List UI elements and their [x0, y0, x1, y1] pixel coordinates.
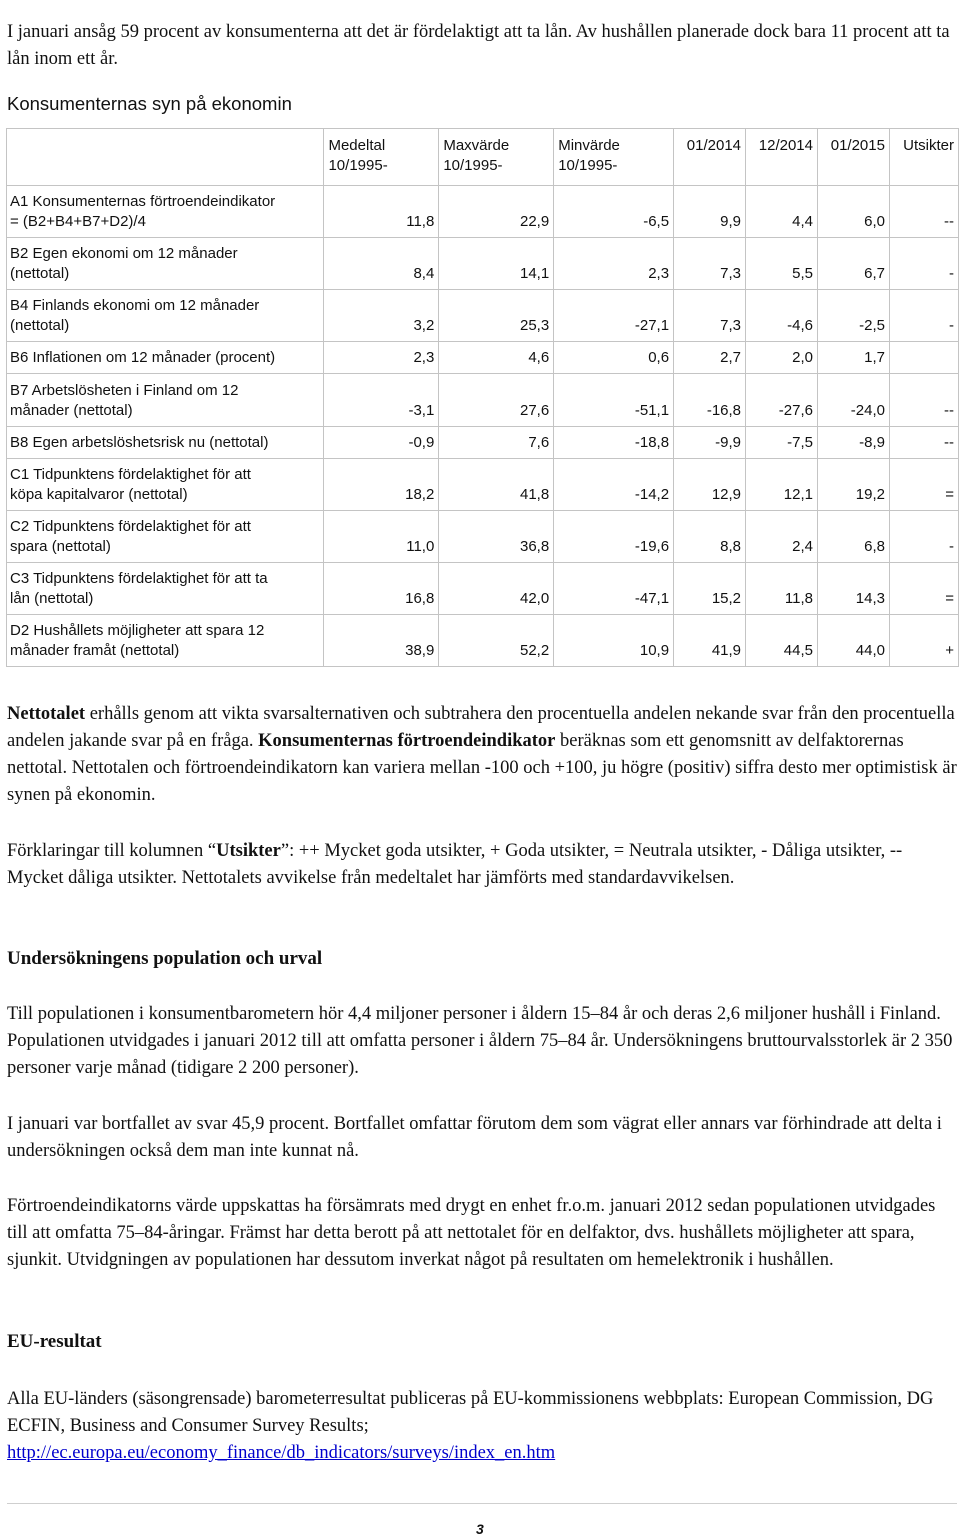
header-max-line2: 10/1995- [443, 157, 503, 174]
row-label-line1: B4 Finlands ekonomi om 12 månader [10, 297, 260, 314]
header-min [554, 129, 674, 186]
explanation-paragraph [7, 701, 957, 809]
cell-period-1: 12,9 [674, 459, 746, 511]
cell-max: 36,8 [439, 511, 554, 563]
table-row [7, 290, 959, 342]
cell-period-3: -8,9 [818, 427, 890, 459]
cell-max: 42,0 [439, 563, 554, 615]
cell-period-3: 6,7 [818, 238, 890, 290]
cell-max: 52,2 [439, 615, 554, 667]
cell-min: -47,1 [554, 563, 674, 615]
row-label-line1: C1 Tidpunktens fördelaktighet för att [10, 466, 251, 483]
row-label [7, 459, 324, 511]
cell-outlook: + [889, 615, 958, 667]
term-confidence-indicator: Konsumenternas förtroendeindikator [258, 731, 556, 751]
cell-mean: -0,9 [324, 427, 439, 459]
cell-outlook: - [889, 238, 958, 290]
row-label-line2: lån (nettotal) [10, 590, 94, 607]
table-row [7, 427, 959, 459]
cell-min: -14,2 [554, 459, 674, 511]
footer-divider [7, 1503, 957, 1504]
cell-period-1: 7,3 [674, 238, 746, 290]
cell-min: -27,1 [554, 290, 674, 342]
cell-period-3: 6,8 [818, 511, 890, 563]
cell-outlook: - [889, 511, 958, 563]
cell-period-2: 4,4 [746, 186, 818, 238]
cell-mean: 2,3 [324, 342, 439, 374]
table-row [7, 459, 959, 511]
outlook-note-pre: Förklaringar till kolumnen “ [7, 841, 217, 861]
row-label-line2: månader framåt (nettotal) [10, 642, 180, 659]
cell-period-3: 19,2 [818, 459, 890, 511]
header-mean-line1: Medeltal [328, 137, 386, 154]
table-row [7, 238, 959, 290]
cell-period-2: 44,5 [746, 615, 818, 667]
term-nettotalet: Nettotalet [7, 704, 86, 724]
header-period-2: 12/2014 [746, 129, 818, 186]
row-label [7, 238, 324, 290]
page-number: 3 [476, 1521, 484, 1537]
explanation-text-1: erhålls genom att vikta svarsalternativen och subtrahera den procentuella andelen nekande svar från den procentuella andelen jakande svar på en fråga. [7, 704, 955, 751]
cell-min: -6,5 [554, 186, 674, 238]
table-row [7, 563, 959, 615]
header-outlook: Utsikter [889, 129, 958, 186]
cell-max: 4,6 [439, 342, 554, 374]
row-label [7, 342, 324, 374]
cell-mean: 8,4 [324, 238, 439, 290]
row-label [7, 563, 324, 615]
population-heading: Undersökningens population och urval [7, 948, 323, 969]
row-label-line2: månader (nettotal) [10, 402, 133, 419]
row-label-line1: A1 Konsumenternas förtroendeindikator [10, 193, 276, 210]
cell-outlook: -- [889, 427, 958, 459]
eu-paragraph [7, 1386, 957, 1467]
row-label-line2: = (B2+B4+B7+D2)/4 [10, 213, 146, 230]
header-mean [324, 129, 439, 186]
row-label-line1: C3 Tidpunktens fördelaktighet för att ta [10, 570, 268, 587]
outlook-note-post: ”: ++ Mycket goda utsikter, + Goda utsikter, = Neutrala utsikter, - Dåliga utsikter, -- Mycket dåliga utsikter. Nettotalets avvikelse från medeltalet har jämförts med standardavvikelsen. [7, 841, 903, 888]
header-max [439, 129, 554, 186]
header-period-3: 01/2015 [818, 129, 890, 186]
table-row [7, 615, 959, 667]
cell-period-3: -24,0 [818, 374, 890, 427]
cell-min: -19,6 [554, 511, 674, 563]
cell-outlook [889, 342, 958, 374]
cell-outlook: -- [889, 374, 958, 427]
population-paragraph-3: Förtroendeindikatorns värde uppskattas ha försämrats med drygt en enhet fr.o.m. januari 2012 sedan populationen utvidgades till att omfatta 75–84-åringar. Främst har detta berott på att nettotalet för en delfaktor, dvs. hushållets möjligheter att spara, sjunkit. Utvidgningen av populationen har dessutom inverkat något på resultaten om hemelektronik i hushållen. [7, 1196, 936, 1270]
cell-min: 2,3 [554, 238, 674, 290]
row-label-line2: spara (nettotal) [10, 538, 111, 555]
row-label-line1: C2 Tidpunktens fördelaktighet för att [10, 518, 251, 535]
header-period-1: 01/2014 [674, 129, 746, 186]
cell-max: 14,1 [439, 238, 554, 290]
cell-mean: 38,9 [324, 615, 439, 667]
cell-period-2: -27,6 [746, 374, 818, 427]
cell-period-2: 2,4 [746, 511, 818, 563]
cell-min: 10,9 [554, 615, 674, 667]
header-label [7, 129, 324, 186]
row-label [7, 374, 324, 427]
cell-max: 7,6 [439, 427, 554, 459]
row-label-line1: B6 Inflationen om 12 månader (procent) [10, 349, 276, 366]
cell-period-2: 5,5 [746, 238, 818, 290]
cell-period-3: 14,3 [818, 563, 890, 615]
cell-period-1: -9,9 [674, 427, 746, 459]
row-label [7, 186, 324, 238]
cell-mean: 16,8 [324, 563, 439, 615]
table-title: Konsumenternas syn på ekonomin [7, 93, 292, 114]
row-label [7, 615, 324, 667]
cell-mean: 11,8 [324, 186, 439, 238]
table-header-row [7, 129, 959, 186]
eu-text: Alla EU-länders (säsongrensade) barometerresultat publiceras på EU-kommissionens webbplats: European Commission, DG ECFIN, Business and Consumer Survey Results; [7, 1389, 934, 1436]
outlook-note-paragraph [7, 838, 957, 892]
explanation-text-2: beräknas som ett genomsnitt av delfaktorernas nettotal. Nettotalen och förtroendeindikatorn kan variera mellan -100 och +100, ju högre (positiv) siffra desto mer optimistisk är synen på ekonomin. [7, 731, 957, 805]
population-paragraph-1: Till populationen i konsumentbarometern hör 4,4 miljoner personer i åldern 15–84 år och deras 2,6 miljoner hushåll i Finland. Populationen utvidgades i januari 2012 till att omfatta personer i åldern 75–84 år. Undersökningens bruttourvalsstorlek är 2 350 personer varje månad (tidigare 2 200 personer). [7, 1004, 953, 1078]
row-label-line1: D2 Hushållets möjligheter att spara 12 [10, 622, 265, 639]
row-label-line2: köpa kapitalvaror (nettotal) [10, 486, 188, 503]
eu-heading: EU-resultat [7, 1331, 102, 1352]
row-label [7, 290, 324, 342]
cell-period-1: 7,3 [674, 290, 746, 342]
header-mean-line2: 10/1995- [328, 157, 388, 174]
cell-period-2: -7,5 [746, 427, 818, 459]
cell-mean: 3,2 [324, 290, 439, 342]
intro-paragraph: I januari ansåg 59 procent av konsumenterna att det är fördelaktigt att ta lån. Av hushållen planerade dock bara 11 procent att ta lån inom ett år. [7, 21, 950, 69]
table-row [7, 342, 959, 374]
row-label [7, 511, 324, 563]
header-min-line1: Minvärde [558, 137, 620, 154]
cell-mean: 18,2 [324, 459, 439, 511]
table-row [7, 511, 959, 563]
table-row [7, 374, 959, 427]
cell-mean: -3,1 [324, 374, 439, 427]
cell-period-2: 11,8 [746, 563, 818, 615]
cell-max: 41,8 [439, 459, 554, 511]
table-row [7, 186, 959, 238]
row-label-line1: B2 Egen ekonomi om 12 månader [10, 245, 238, 262]
cell-period-1: -16,8 [674, 374, 746, 427]
cell-period-1: 2,7 [674, 342, 746, 374]
cell-period-1: 15,2 [674, 563, 746, 615]
cell-min: 0,6 [554, 342, 674, 374]
cell-period-2: 2,0 [746, 342, 818, 374]
cell-mean: 11,0 [324, 511, 439, 563]
eu-results-link[interactable]: http://ec.europa.eu/economy_finance/db_indicators/surveys/index_en.htm [7, 1443, 556, 1463]
cell-min: -51,1 [554, 374, 674, 427]
cell-period-3: 44,0 [818, 615, 890, 667]
cell-min: -18,8 [554, 427, 674, 459]
cell-max: 22,9 [439, 186, 554, 238]
cell-period-3: 1,7 [818, 342, 890, 374]
row-label-line2: (nettotal) [10, 317, 70, 334]
cell-outlook: -- [889, 186, 958, 238]
cell-period-1: 41,9 [674, 615, 746, 667]
population-paragraph-2: I januari var bortfallet av svar 45,9 procent. Bortfallet omfattar förutom dem som vägrat eller annars var förhindrade att delta i undersökningen också dem man inte kunnat nå. [7, 1114, 942, 1161]
cell-outlook: = [889, 459, 958, 511]
cell-outlook: = [889, 563, 958, 615]
header-min-line2: 10/1995- [558, 157, 618, 174]
row-label [7, 427, 324, 459]
row-label-line2: (nettotal) [10, 265, 70, 282]
row-label-line1: B7 Arbetslösheten i Finland om 12 [10, 382, 239, 399]
cell-period-2: 12,1 [746, 459, 818, 511]
cell-max: 25,3 [439, 290, 554, 342]
row-label-line1: B8 Egen arbetslöshetsrisk nu (nettotal) [10, 434, 269, 451]
cell-period-1: 9,9 [674, 186, 746, 238]
statistics-table [6, 128, 959, 667]
cell-outlook: - [889, 290, 958, 342]
cell-period-3: 6,0 [818, 186, 890, 238]
cell-period-3: -2,5 [818, 290, 890, 342]
term-outlook: Utsikter [216, 841, 281, 861]
cell-max: 27,6 [439, 374, 554, 427]
cell-period-2: -4,6 [746, 290, 818, 342]
cell-period-1: 8,8 [674, 511, 746, 563]
header-max-line1: Maxvärde [443, 137, 510, 154]
